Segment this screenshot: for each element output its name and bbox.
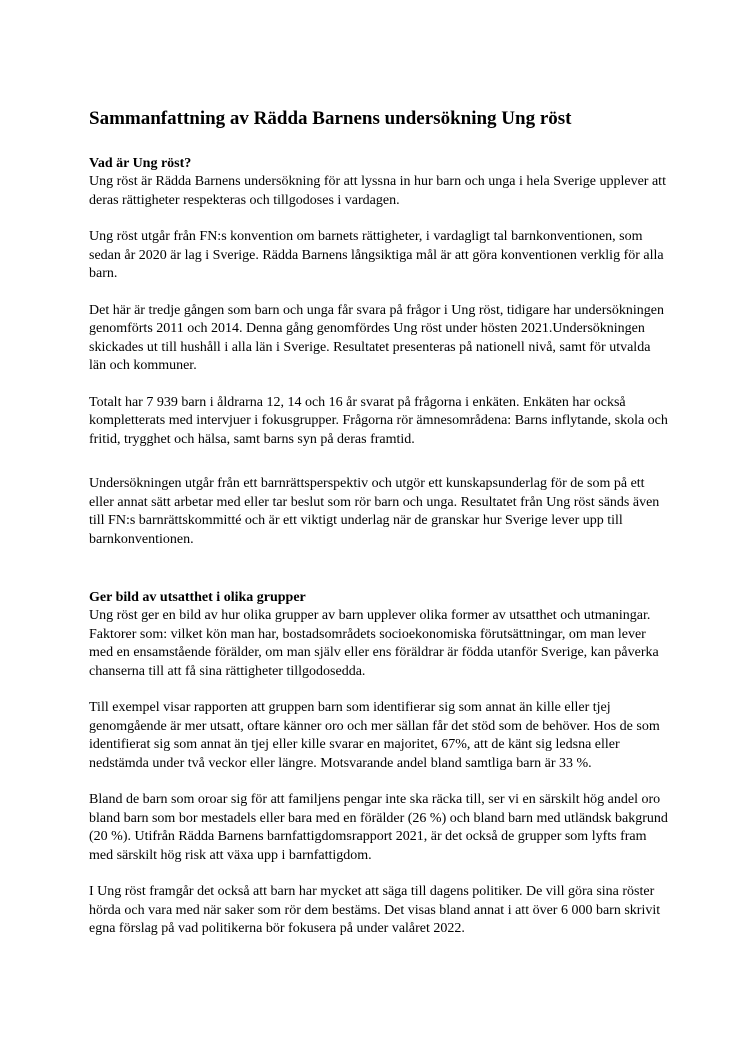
paragraph: Det här är tredje gången som barn och unga får svara på frågor i Ung röst, tidigare har undersökningen genomförts 2011 och 2014. Denna gång genomfördes Ung röst under hösten 2021.Undersökningen skickades ut till hushåll i alla län i Sverige. Resultatet presenteras på nationell nivå, samt för utvalda län och kommuner. [89, 302, 664, 373]
paragraph: Ung röst ger en bild av hur olika grupper av barn upplever olika former av utsatthet och utmaningar. Faktorer som: vilket kön man har, bostadsområdets socioekonomiska förutsättningar, om man lever med en ensamstående förälder, om man själv eller ens föräldrar är födda utanför Sverige, kan påverka chanserna till att få sina rättigheter tillgodosedda. [89, 608, 659, 679]
paragraph: Ung röst utgår från FN:s konvention om barnets rättigheter, i vardagligt tal barnkonventionen, som sedan år 2020 är lag i Sverige. Rädda Barnens långsiktiga mål är att göra konventionen verklig för alla barn. [89, 229, 664, 281]
paragraph: Totalt har 7 939 barn i åldrarna 12, 14 och 16 år svarat på frågorna i enkäten. Enkäten har också kompletterats med intervjuer i fokusgrupper. Frågorna rör ämnesområdena: Barns inflytande, skola och fritid, trygghet och hälsa, samt barns syn på deras framtid. [89, 394, 668, 447]
paragraph: Bland de barn som oroar sig för att familjens pengar inte ska räcka till, ser vi en särskilt hög andel oro bland barn som bor mestadels eller bara med en förälder (26 %) och bland barn med utländsk bakgrund (20 %). Utifrån Rädda Barnens barnfattigdomsrapport 2021, är det också de grupper som lyfts fram med särskilt hög risk att växa upp i barnfattigdom. [89, 792, 668, 863]
section-heading: Vad är Ung röst? [89, 156, 192, 171]
paragraph: Undersökningen utgår från ett barnrättsperspektiv och utgör ett kunskapsunderlag för de som på ett eller annat sätt arbetar med eller tar beslut som rör barn och unga. Resultatet från Ung röst sänds även till FN:s barnrättskommitté och är ett viktigt underlag när de granskar hur Sverige lever upp till barnkonventionen. [89, 476, 660, 547]
section-heading: Ger bild av utsatthet i olika grupper [89, 590, 306, 605]
paragraph: I Ung röst framgår det också att barn har mycket att säga till dagens politiker. De vill göra sina röster hörda och vara med när saker som rör dem bestäms. Det visas bland annat i att över 6 000 barn skrivit egna förslag på vad politikerna bör fokusera på under valåret 2022. [89, 884, 661, 936]
paragraph: Till exempel visar rapporten att gruppen barn som identifierar sig som annat än kille eller tjej genomgående är mer utsatt, oftare känner oro och mer sällan får det stöd som de behöver. Hos de som identifierat sig som annat än tjej eller kille svarar en majoritet, 67%, att de känt sig ledsna eller nedstämda under två veckor eller längre. Motsvarande andel bland samtliga barn är 33 %. [89, 700, 660, 771]
document-title: Sammanfattning av Rädda Barnens undersökning Ung röst [89, 108, 572, 129]
paragraph: Ung röst är Rädda Barnens undersökning för att lyssna in hur barn och unga i hela Sverige upplever att deras rättigheter respekteras och tillgodoses i vardagen. [89, 174, 666, 208]
document-page [89, 107, 669, 957]
